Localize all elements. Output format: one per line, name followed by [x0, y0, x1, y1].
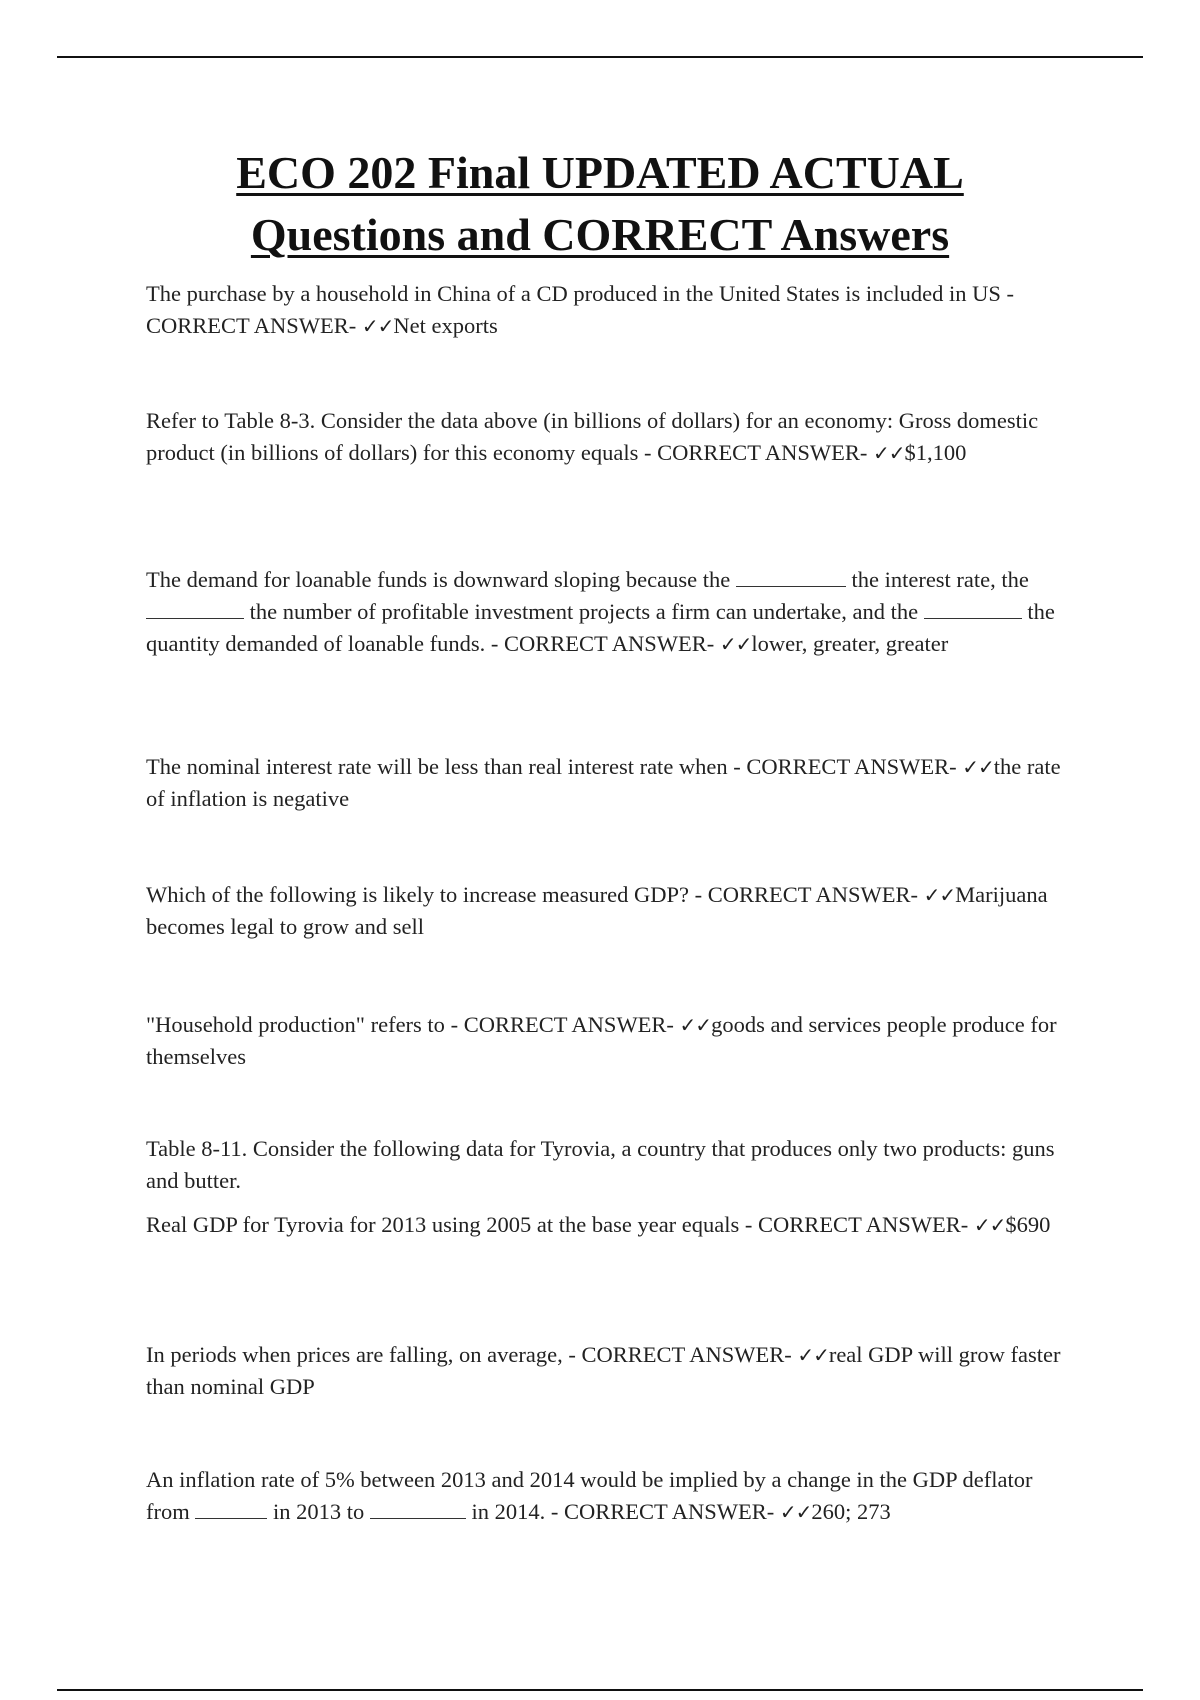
question-text-part-2: the interest rate, the [851, 567, 1029, 592]
double-check-icon: ✓✓ [797, 1343, 829, 1367]
qa-item-6: "Household production" refers to - CORRECT ANSWER- ✓✓goods and services people produce for themselves [146, 1012, 1057, 1069]
question-intro: Table 8-11. Consider the following data for Tyrovia, a country that produces only two products: guns and butter. [146, 1136, 1055, 1193]
answer-text: real GDP will grow faster than nominal GDP [146, 1342, 1061, 1399]
question-text: "Household production" refers to [146, 1012, 445, 1037]
question-text: The purchase by a household in China of a CD produced in the United States is included in US [146, 281, 1001, 306]
answer-marker: CORRECT ANSWER- [758, 1212, 969, 1237]
qa-item-4: The nominal interest rate will be less than real interest rate when - CORRECT ANSWER- ✓✓the rate of inflation is negative [146, 754, 1061, 811]
qa-item-8: In periods when prices are falling, on average, - CORRECT ANSWER- ✓✓real GDP will grow faster than nominal GDP [146, 1342, 1061, 1399]
fill-in-blank [924, 598, 1022, 619]
answer-marker: CORRECT ANSWER- [564, 1499, 775, 1524]
double-check-icon: ✓✓ [719, 632, 752, 656]
answer-text: Net exports [393, 313, 498, 338]
document-title [0, 142, 1200, 266]
question-text-part-3: the number of profitable investment projects a firm can undertake, and the [249, 599, 919, 624]
question-text-part-4: the quantity demanded of loanable funds. [146, 599, 1055, 656]
answer-text: lower, greater, greater [751, 631, 949, 656]
double-check-icon: ✓✓ [962, 755, 994, 779]
fill-in-blank [195, 1498, 267, 1519]
qa-item-9: An inflation rate of 5% between 2013 and 2014 would be implied by a change in the GDP deflator from in 2013 to in 2014. - CORRECT ANSWER- ✓✓260; 273 [146, 1467, 1033, 1524]
question-text-part-3: in 2014. [471, 1499, 546, 1524]
answer-marker: CORRECT ANSWER- [707, 882, 918, 907]
answer-marker: CORRECT ANSWER- [581, 1342, 792, 1367]
double-check-icon: ✓✓ [923, 883, 956, 907]
answer-marker: CORRECT ANSWER- [146, 313, 357, 338]
answer-marker: CORRECT ANSWER- [463, 1012, 674, 1037]
qa-item-2: Refer to Table 8-3. Consider the data above (in billions of dollars) for an economy: Gross domestic product (in billions of dollars) for this economy equals - CORRECT ANSWER- ✓✓$1,100 [146, 408, 1039, 465]
fill-in-blank [370, 1498, 466, 1519]
answer-marker: CORRECT ANSWER- [657, 440, 868, 465]
answer-text: $1,100 [904, 440, 967, 465]
title-line-1: ECO 202 Final UPDATED ACTUAL [236, 147, 964, 198]
question-text: Real GDP for Tyrovia for 2013 using 2005 at the base year equals [146, 1212, 740, 1237]
answer-text: the rate of inflation is negative [146, 754, 1061, 811]
fill-in-blank [146, 598, 244, 619]
fill-in-blank [736, 566, 846, 587]
double-check-icon: ✓✓ [779, 1500, 812, 1524]
answer-marker: CORRECT ANSWER- [746, 754, 957, 779]
qa-item-5: Which of the following is likely to increase measured GDP? - CORRECT ANSWER- ✓✓Marijuana becomes legal to grow and sell [146, 882, 1048, 939]
answer-text: goods and services people produce for themselves [146, 1012, 1057, 1069]
question-text: The nominal interest rate will be less than real interest rate when [146, 754, 728, 779]
answer-marker: CORRECT ANSWER- [504, 631, 715, 656]
answer-text: 260; 273 [811, 1499, 891, 1524]
question-text-part-1: An inflation rate of 5% between 2013 and 2014 would be implied by a change in the GDP deflator from [146, 1467, 1033, 1524]
double-check-icon: ✓✓ [679, 1013, 712, 1037]
question-text-part-2: in 2013 to [273, 1499, 365, 1524]
question-text: Refer to Table 8-3. Consider the data above (in billions of dollars) for an economy: Gross domestic product (in billions of dollars) for this economy equals [146, 408, 1039, 465]
double-check-icon: ✓✓ [361, 314, 394, 338]
answer-text: Marijuana becomes legal to grow and sell [146, 882, 1048, 939]
question-text-part-1: The demand for loanable funds is downward sloping because the [146, 567, 731, 592]
bottom-rule [57, 1689, 1143, 1691]
qa-item-3: The demand for loanable funds is downward sloping because the the interest rate, the the number of profitable investment projects a firm can undertake, and the the quantity demanded of loanable funds. - CORRECT ANSWER- ✓✓lower, greater, greater [146, 567, 1055, 656]
double-check-icon: ✓✓ [873, 441, 905, 465]
title-line-2: Questions and CORRECT Answers [250, 209, 950, 260]
answer-text: $690 [1005, 1212, 1051, 1237]
question-text: In periods when prices are falling, on average, [146, 1342, 563, 1367]
top-rule [57, 56, 1143, 58]
qa-item-1: The purchase by a household in China of a CD produced in the United States is included in US - CORRECT ANSWER- ✓✓Net exports [146, 281, 1014, 338]
double-check-icon: ✓✓ [973, 1213, 1006, 1237]
qa-item-7: Table 8-11. Consider the following data for Tyrovia, a country that produces only two products: guns and butter. Real GDP for Tyrovia for 2013 using 2005 at the base year equals - CORRECT ANSWER- ✓✓$690 [146, 1133, 1066, 1241]
question-text: Which of the following is likely to increase measured GDP? [146, 882, 689, 907]
